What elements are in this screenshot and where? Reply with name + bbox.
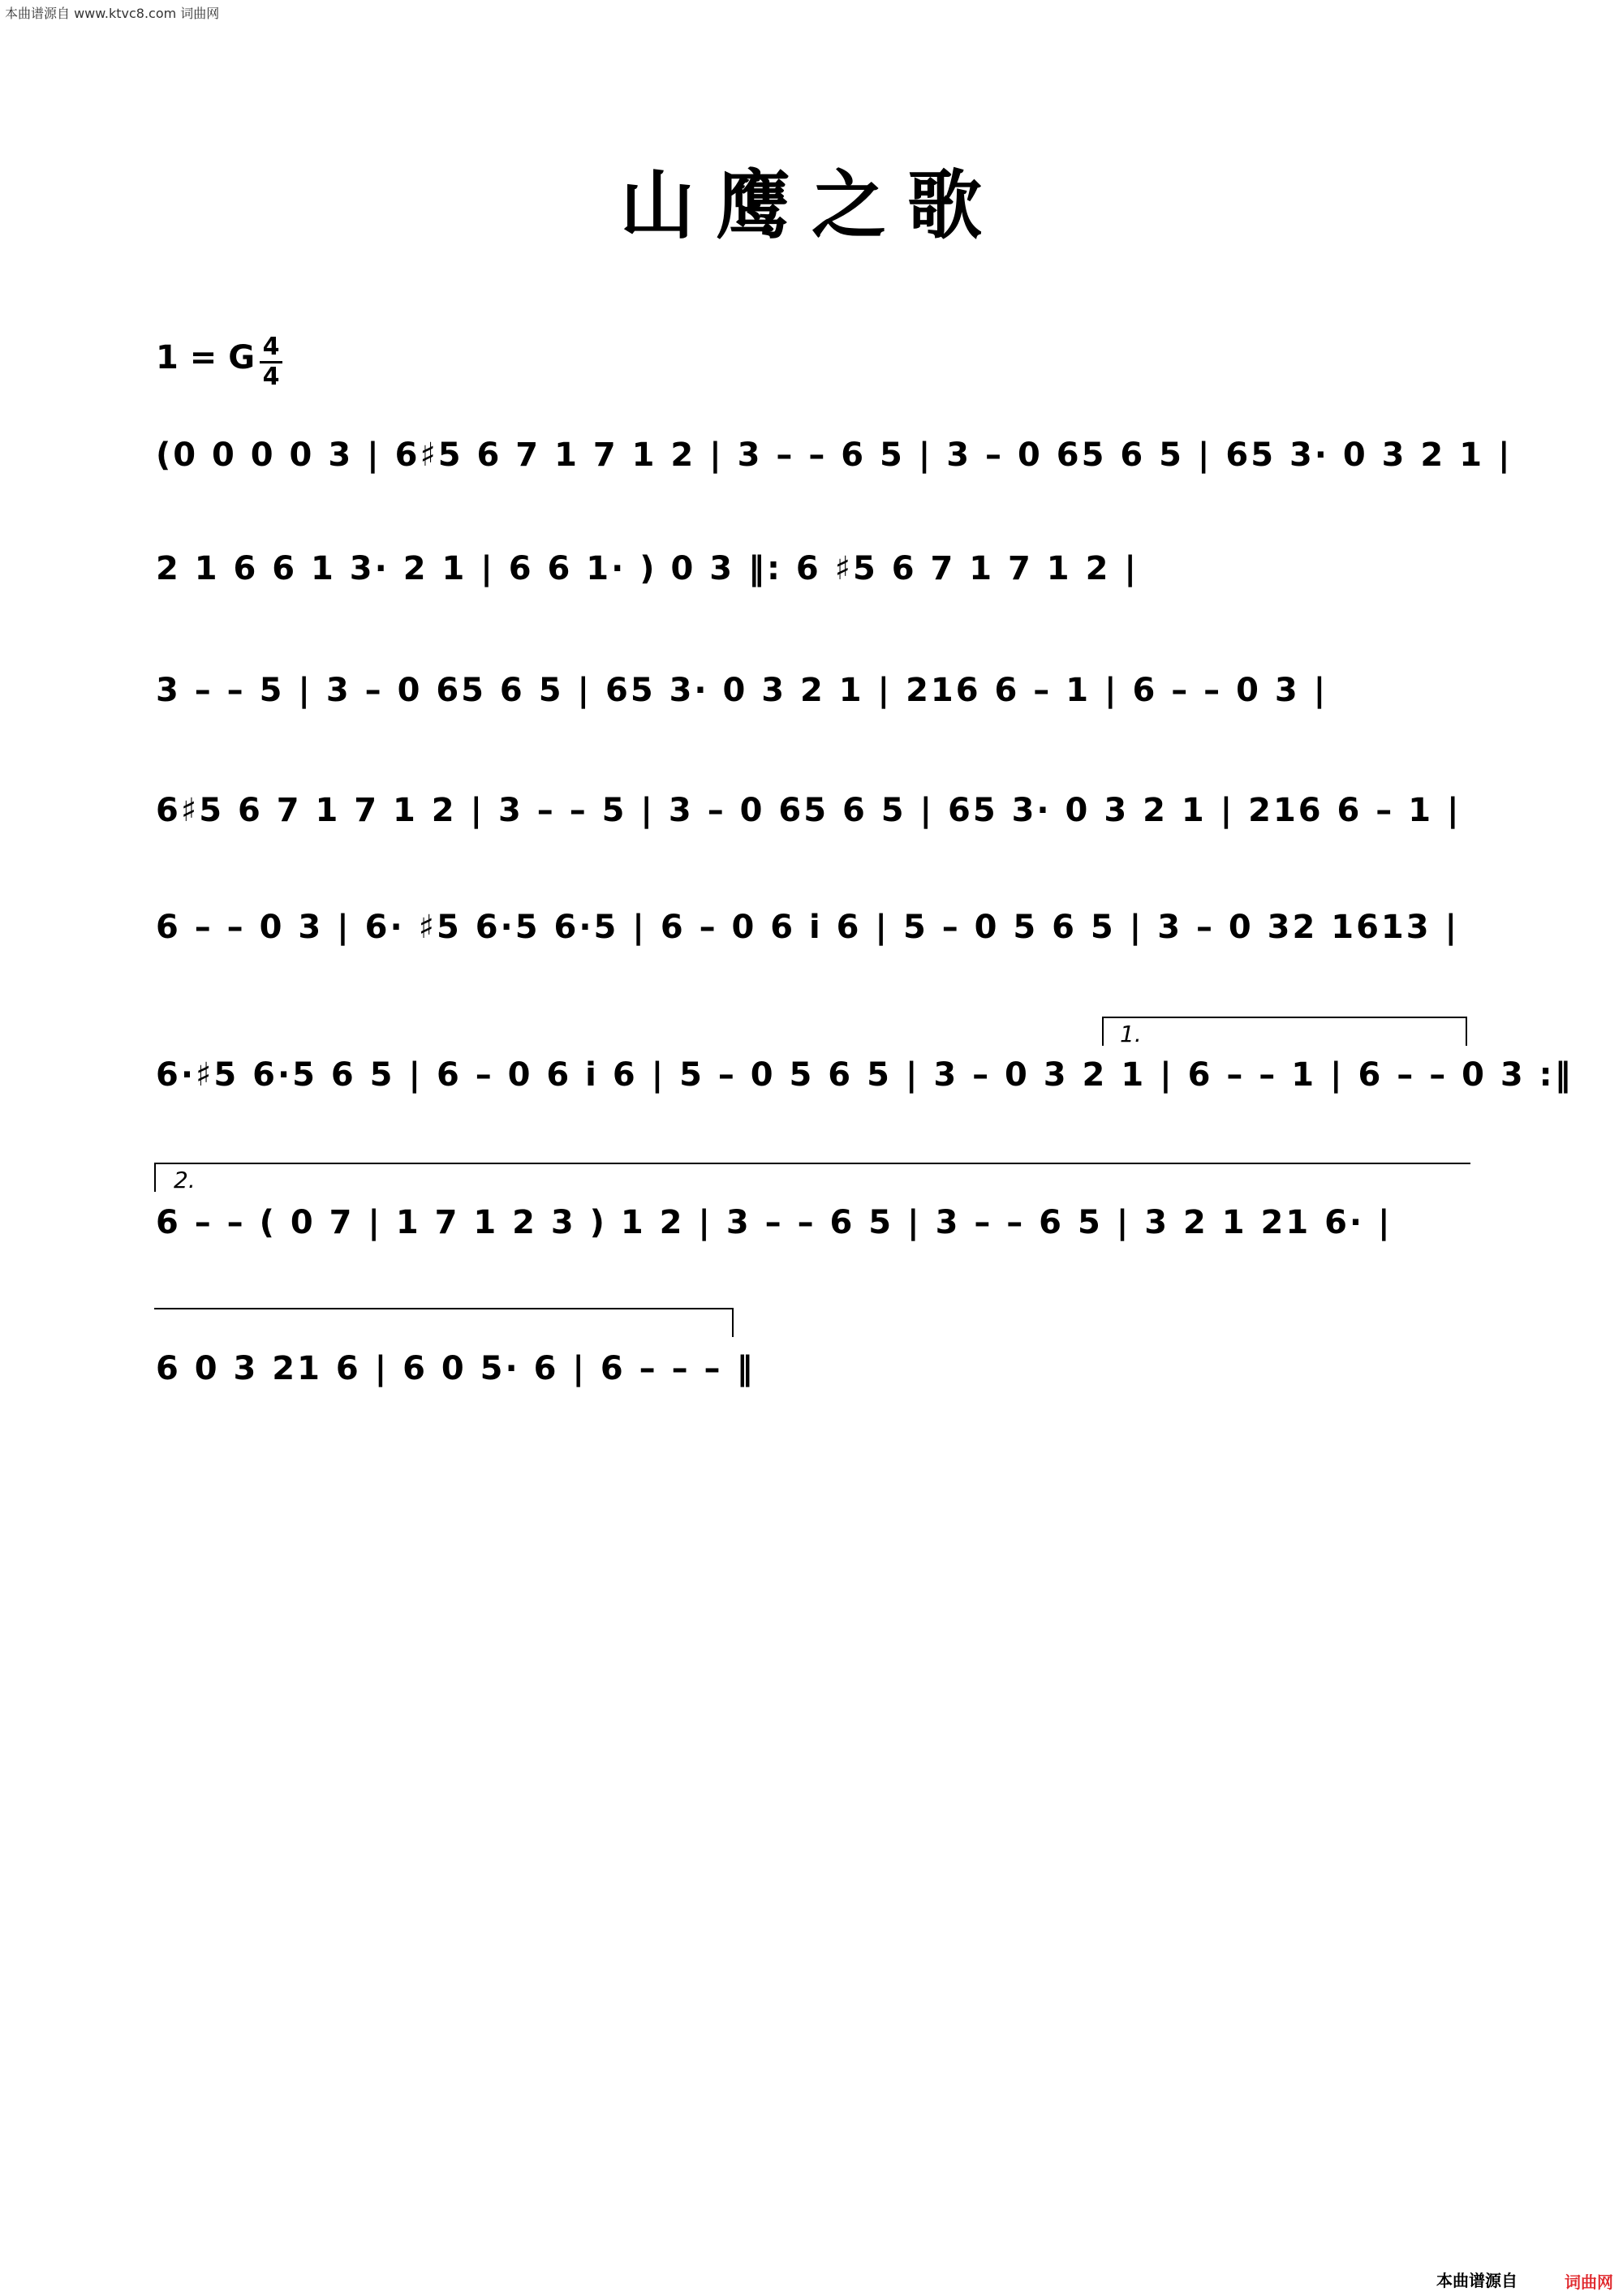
score-row-2: 2 1 6 6 1 3· 2 1 | 6 6 1· ) 0 3 ‖: 6 ♯5 6 7 1 7 1 2 | — [156, 550, 1139, 587]
score-row-1: (0 0 0 0 3 | 6♯5 6 7 1 7 1 2 | 3 – – 6 5 | 3 – 0 65 6 5 | 65 3· 0 3 2 1 | — [156, 436, 1513, 474]
watermark-top: 本曲谱源自 www.ktvc8.com 词曲网 — [5, 6, 220, 21]
score-row-4: 6♯5 6 7 1 7 1 2 | 3 – – 5 | 3 – 0 65 6 5 | 65 3· 0 3 2 1 | 216 6 – 1 | — [156, 792, 1462, 829]
volta-label-2: 2. — [174, 1167, 196, 1193]
time-signature — [260, 334, 282, 390]
page-title: 山鹰之歌 — [619, 161, 1003, 249]
volta-label-1: 1. — [1120, 1021, 1142, 1047]
volta-bracket-1 — [1102, 1017, 1467, 1046]
score-row-3: 3 – – 5 | 3 – 0 65 6 5 | 65 3· 0 3 2 1 | 216 6 – 1 | 6 – – 0 3 | — [156, 672, 1328, 709]
time-signature-bottom: 4 — [262, 363, 280, 391]
volta-bracket-2-end — [154, 1308, 734, 1337]
score-row-5: 6 – – 0 3 | 6· ♯5 6·5 6·5 | 6 – 0 6 i 6 | 5 – 0 5 6 5 | 3 – 0 32 1613 | — [156, 909, 1460, 946]
volta-bracket-2 — [154, 1163, 1470, 1192]
score-row-6: 6·♯5 6·5 6 5 | 6 – 0 6 i 6 | 5 – 0 5 6 5 | 3 – 0 3 2 1 | 6 – – 1 | 6 – – 0 3 :‖ — [156, 1056, 1573, 1094]
score-row-7: 6 – – ( 0 7 | 1 7 1 2 3 ) 1 2 | 3 – – 6 5 | 3 – – 6 5 | 3 2 1 21 6· | — [156, 1204, 1393, 1241]
watermark-bottom: 本曲谱源自 — [1436, 2271, 1518, 2290]
time-signature-top: 4 — [262, 333, 280, 361]
score-row-8: 6 0 3 21 6 | 6 0 5· 6 | 6 – – – ‖ — [156, 1350, 756, 1387]
watermark-logo: 词曲网 — [1565, 2272, 1613, 2292]
key-signature: 1 = G — [156, 339, 256, 376]
